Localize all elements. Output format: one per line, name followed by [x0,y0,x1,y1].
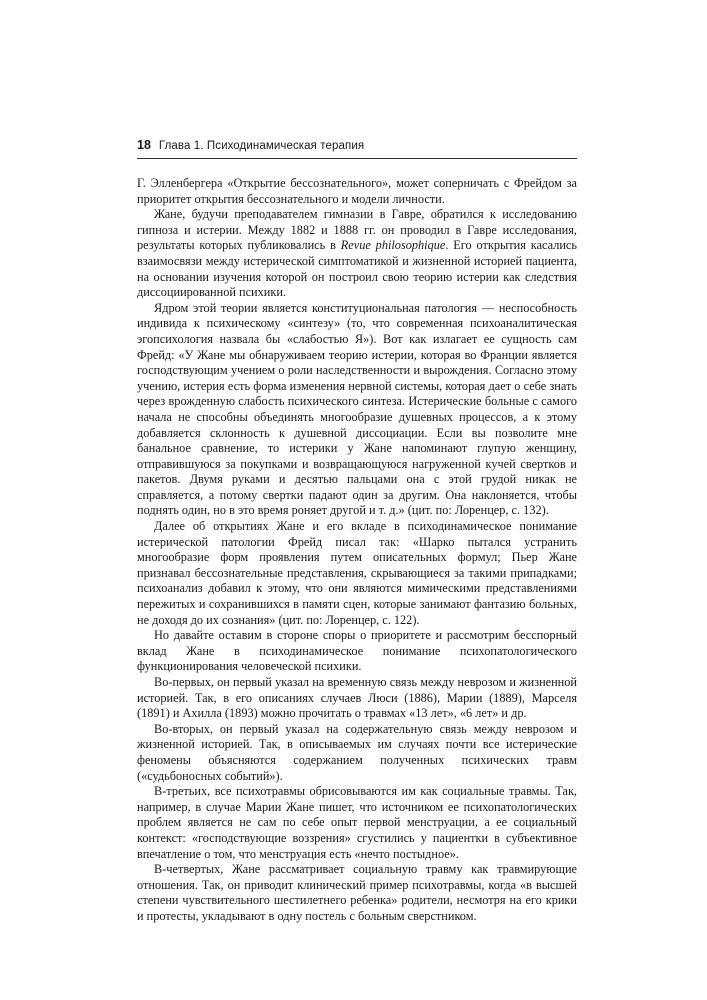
chapter-title: Глава 1. Психодинамическая терапия [158,140,365,152]
paragraph-7: Во-вторых, он первый указал на содержательную связь между неврозом и жизненной историей. Так, в описываемых им случаях почти все истерические феномены объясняются содержанием полученных психических травм («судьбоносных событий»). [137,721,577,783]
page-number: 18 [137,138,151,152]
paragraph-1: Г. Элленбергера «Открытие бессознательного», может соперничать с Фрейдом за приоритет открытия бессознательного и модели личности. [137,176,577,206]
paragraph-4: Далее об открытиях Жане и его вкладе в психодинамическое понимание истерической патологии Фрейд писал так: «Шарко пытался устранить многообразие форм проявления путем описательных формул; Пьер Жане признавал бессознательные представления, скрывающиеся за такими припадками; психоанализ добавил к этому, что они являются мимическими представлениями пережитых и сохранившихся в памяти сцен, которые занимают фантазию больных, не доходя до их сознания» (цит. по: Лоренцер, с. 122). [137,519,577,627]
journal-title: Revue philosophique [340,238,446,253]
paragraph-3: Ядром этой теории является конституциональная патология — неспособность индивида к психическому «синтезу» (то, что современная психоаналитическая эгопсихология назвала бы «слабостью Я»). Вот как излагает ее сущность сам Фрейд: «У Жане мы обнаруживаем теорию истерии, которая во Франции является господствующим учением о роли наследственности и вырождения. Согласно этому учению, истерия есть форма изменения нервной системы, которая дает о себе знать через врожденную слабость психического синтеза. Истерические больные с самого начала не способны объединять многообразие душевных процессов, а к этому добавляется склонность к душевной диссоциации. Если вы позволите мне банальное сравнение, то истерики у Жане напоминают глупую женщину, отправившуюся за покупками и возвращающуюся нагруженной кучей свертков и пакетов. Двумя руками и десятью пальцами она с этой грудой никак не справляется, а потому свертки падают один за другим. Она наклоняется, чтобы поднять один, но в это время роняет другой и т. д.» (цит. по: Лоренцер, с. 132). [137,300,577,518]
paragraph-5: Но давайте оставим в стороне споры о приоритете и рассмотрим бесспорный вклад Жане в психодинамическое понимание психопатологического функционирования человеческой психики. [137,628,577,674]
paragraph-2-before: Жане, будучи преподавателем гимназии в Гавре, обратился к исследованию гипноза и истерии. Между 1882 и 1888 гг. он проводил в Гавре исследования, результаты которых публиковались в [137,207,577,253]
paragraph-9: В-четвертых, Жане рассматривает социальную травму как травмирующие отношения. Так, он приводит клинический пример психотравмы, когда «в высшей степени чувствительного шестилетнего ребенка» родители, несмотря на его крики и протесты, укладывают в одну постель с больным сверстником. [137,862,577,923]
body-text [137,176,577,925]
paragraph-2 [137,207,577,301]
paragraph-2-after: . Его открытия касались взаимосвязи между истерической симптоматикой и жизненной историей пациента, на основании изучения которой он построил свою теорию истерии как следствия диссоциированной психики. [137,238,577,300]
paragraph-6: Во-первых, он первый указал на временную связь между неврозом и жизненной историей. Так, в его описаниях случаев Люси (1886), Марии (1889), Марселя (1891) и Ахилла (1893) можно прочитать о травмах «13 лет», «6 лет» и др. [137,675,577,721]
book-page [137,138,577,925]
paragraph-8: В-третьих, все психотравмы обрисовываются им как социальные травмы. Так, например, в случае Марии Жане пишет, что источником ее психопатологических проблем является не сам по себе опыт первой менструации, а ее социальный контекст: «господствующие воззрения» сгустились у пациентки в субъективное впечатление о том, что менструация есть «нечто постыдное». [137,784,577,861]
running-header [137,138,577,159]
